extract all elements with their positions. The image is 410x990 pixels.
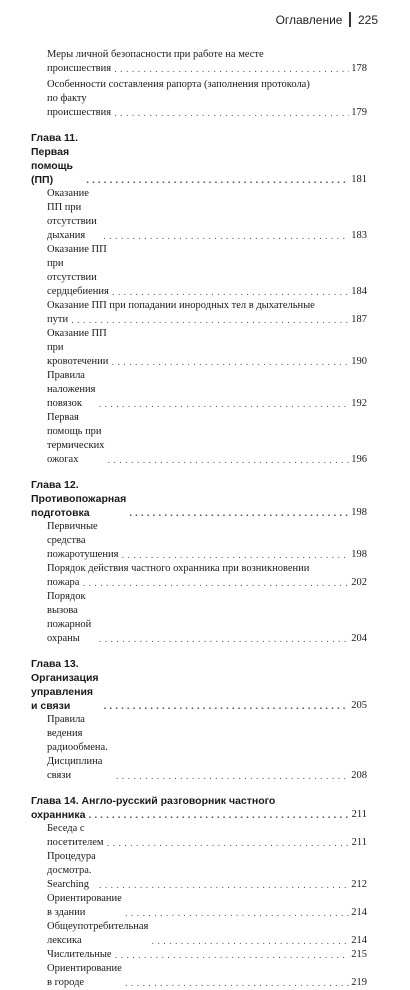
leader-dots	[71, 313, 349, 327]
toc-entry-text-line: пожара	[47, 577, 80, 588]
toc-page-number: 215	[351, 949, 367, 960]
toc-entry-text-line: Порядок действия частного охранника при возникновении	[47, 563, 310, 574]
toc-entry-visitor-talk[interactable]	[31, 822, 367, 850]
leader-dots	[86, 173, 349, 187]
toc-entry-text: Порядок вызова пожарной охраны	[47, 591, 92, 644]
leader-dots	[107, 453, 349, 467]
toc-chapter-title-line: Глава 14. Англо-русский разговорник частного	[31, 795, 276, 807]
toc-entry-text-line: пути	[47, 314, 69, 325]
toc-page-number: 202	[351, 577, 367, 588]
toc-page-number: 178	[351, 63, 367, 74]
leader-dots	[121, 548, 349, 562]
toc-page-number: 214	[351, 935, 367, 946]
toc-entry-text: Ориентирование в здании	[47, 893, 122, 918]
leader-dots	[114, 106, 349, 120]
table-of-contents	[31, 48, 367, 990]
toc-page-number: 187	[351, 314, 367, 325]
toc-page-number: 179	[351, 107, 367, 118]
leader-dots	[107, 836, 349, 850]
toc-entry-bandages[interactable]	[31, 369, 367, 411]
toc-entry-building-orientation[interactable]	[31, 892, 367, 920]
toc-page-number: 198	[351, 549, 367, 560]
leader-dots	[103, 229, 349, 243]
toc-entry-text: Числительные	[47, 949, 112, 960]
toc-entry-text-line: Меры личной безопасности при работе на месте	[47, 49, 264, 60]
running-header	[276, 12, 378, 27]
toc-entry-searching[interactable]	[31, 850, 367, 892]
toc-entry-radio-rules[interactable]	[31, 713, 367, 783]
header-title: Оглавление	[275, 12, 343, 27]
toc-page-number: 211	[351, 809, 367, 820]
toc-entry-foreign-bodies[interactable]	[31, 299, 367, 327]
toc-entry-text-line: Особенности составления рапорта (заполнения протокола)	[47, 79, 310, 90]
toc-page-number: 184	[351, 286, 367, 297]
toc-chapter-title-line: охранника	[31, 809, 86, 821]
toc-entry-text: Оказание ПП при отсутствии дыхания	[47, 188, 97, 241]
toc-entry-text-line: Оказание ПП при попадании инородных тел в дыхательные	[47, 300, 315, 311]
toc-page-number: 205	[351, 700, 367, 711]
toc-page-number: 219	[351, 977, 367, 988]
toc-chapter-13[interactable]	[31, 657, 367, 713]
leader-dots	[125, 906, 349, 920]
toc-entry-no-heartbeat[interactable]	[31, 243, 367, 299]
toc-entry-text: Правила наложения повязок	[47, 370, 96, 409]
toc-entry-bleeding[interactable]	[31, 327, 367, 369]
toc-entry-text: Ориентирование в городе	[47, 963, 122, 988]
toc-entry-text: Беседа с посетителем	[47, 823, 104, 848]
toc-page-number: 204	[351, 633, 367, 644]
toc-entry-extinguishers[interactable]	[31, 520, 367, 562]
toc-page-number: 211	[351, 837, 367, 848]
leader-dots	[103, 699, 349, 713]
toc-chapter-14[interactable]	[31, 794, 367, 822]
toc-page-number: 196	[351, 454, 367, 465]
header-divider	[349, 12, 351, 27]
leader-dots	[88, 808, 349, 822]
leader-dots	[114, 62, 349, 76]
toc-page-number: 181	[351, 174, 367, 185]
leader-dots	[115, 948, 349, 962]
toc-page-number: 198	[351, 507, 367, 518]
header-page-number: 225	[357, 12, 378, 27]
leader-dots	[99, 632, 349, 646]
toc-page-number: 208	[351, 770, 367, 781]
toc-entry-city-orientation[interactable]	[31, 962, 367, 990]
leader-dots	[82, 576, 349, 590]
toc-entry-text: Правила ведения радиообмена. Дисциплина связи	[47, 714, 108, 781]
toc-entry-fire-call[interactable]	[31, 590, 367, 646]
toc-entry-personal-safety[interactable]	[31, 48, 367, 76]
toc-chapter-title: Глава 11. Первая помощь (ПП)	[31, 132, 79, 186]
toc-entry-text-line: происшествия	[47, 63, 112, 74]
leader-dots	[98, 397, 349, 411]
toc-chapter-title: Глава 12. Противопожарная подготовка	[31, 479, 127, 519]
toc-entry-text: Первая помощь при термических ожогах	[47, 412, 105, 465]
leader-dots	[125, 976, 349, 990]
toc-entry-report-writing[interactable]	[31, 78, 367, 120]
toc-entry-fire-procedure[interactable]	[31, 562, 367, 590]
toc-page-number: 212	[351, 879, 367, 890]
toc-chapter-title: Глава 13. Организация управления и связи	[31, 658, 99, 712]
leader-dots	[99, 878, 349, 892]
toc-entry-text-line: по факту происшествия	[47, 93, 112, 118]
toc-entry-no-breathing[interactable]	[31, 187, 367, 243]
toc-entry-burns[interactable]	[31, 411, 367, 467]
toc-entry-text: Общеупотребительная лексика	[47, 921, 149, 946]
toc-entry-text: Первичные средства пожаротушения	[47, 521, 119, 560]
toc-entry-numerals[interactable]	[31, 948, 367, 962]
toc-entry-text: Оказание ПП при кровотечении	[47, 328, 109, 367]
toc-entry-common-vocabulary[interactable]	[31, 920, 367, 948]
leader-dots	[151, 934, 349, 948]
leader-dots	[129, 506, 349, 520]
toc-entry-text: Процедура досмотра. Searching	[47, 851, 96, 890]
toc-entry-text: Оказание ПП при отсутствии сердцебиения	[47, 244, 109, 297]
toc-page-number: 192	[351, 398, 367, 409]
leader-dots	[111, 355, 349, 369]
leader-dots	[112, 285, 349, 299]
toc-page-number: 183	[351, 230, 367, 241]
leader-dots	[116, 769, 349, 783]
toc-page-number: 190	[351, 356, 367, 367]
toc-chapter-11[interactable]	[31, 131, 367, 187]
toc-page-number: 214	[351, 907, 367, 918]
toc-chapter-12[interactable]	[31, 478, 367, 520]
